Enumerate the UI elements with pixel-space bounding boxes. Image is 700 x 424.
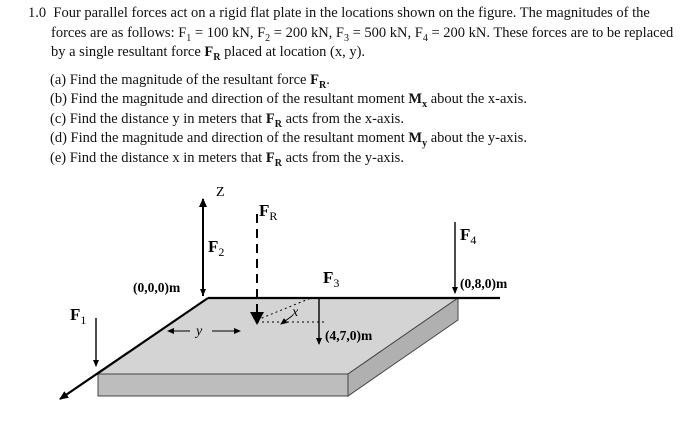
eq4: = 200 kN. These forces are to be replaced by a single resultant force	[51, 24, 674, 60]
eq1: = 100 kN, F	[191, 24, 266, 41]
f2-label: $F_2$	[208, 237, 225, 259]
f4-sub: 4	[422, 32, 428, 44]
fr-bold: F	[204, 44, 214, 60]
fr-sub: R	[213, 51, 221, 63]
q-text: (d) Find the magnitude and direction of the resultant moment	[50, 130, 409, 146]
f3-label: $F_3$	[323, 268, 340, 290]
plate-front-side	[98, 374, 348, 396]
q-sub: y	[422, 137, 428, 149]
point-470-label: (4,7,0)m	[325, 328, 373, 343]
q-bold: M	[408, 91, 423, 107]
q-post: .	[326, 71, 330, 88]
point-080-label: (0,8,0)m	[460, 276, 508, 291]
q-text: (b) Find the magnitude and direction of the resultant moment	[50, 91, 409, 107]
f1-label: $F_1$	[70, 305, 87, 327]
q-text: (a) Find the magnitude of the resultant force	[50, 71, 311, 88]
q-sub: R	[274, 157, 282, 169]
f2-sub: 2	[265, 32, 271, 44]
q-sub: R	[274, 118, 282, 130]
q-bold: F	[265, 110, 275, 127]
q-post: about the x-axis.	[427, 91, 527, 107]
y-dimension-label: y	[196, 324, 203, 339]
fr-label: $F_R$	[259, 201, 278, 223]
q-text: (c) Find the distance y in meters that	[50, 110, 266, 127]
q-bold: F	[310, 71, 319, 88]
q-bold: F	[265, 149, 275, 166]
problem-text-end: placed at location (x, y).	[220, 44, 366, 60]
q-post: acts from the y-axis.	[281, 149, 404, 166]
f1-sub: 1	[186, 32, 192, 44]
q-text: (e) Find the distance x in meters that	[50, 149, 266, 166]
problem-number: 1.0	[28, 5, 47, 21]
x-dimension-label: x	[292, 305, 299, 320]
q-sub: x	[422, 98, 428, 110]
f4-label: $F_4$	[460, 225, 477, 247]
eq2: = 200 kN, F	[270, 24, 344, 41]
q-sub: R	[318, 79, 327, 91]
origin-label: (0,0,0)m	[133, 280, 181, 295]
f3-sub: 3	[343, 32, 349, 44]
eq3: = 500 kN, F	[348, 24, 423, 41]
q-bold: M	[408, 130, 423, 146]
q-post: acts from the x-axis.	[281, 110, 404, 127]
z-axis-label: Z	[216, 185, 225, 200]
q-post: about the y-axis.	[427, 130, 527, 146]
problem-text: Four parallel forces act on a rigid flat plate in the locations shown on the figure. The magnitudes of the forces are as follows: F	[51, 5, 650, 41]
